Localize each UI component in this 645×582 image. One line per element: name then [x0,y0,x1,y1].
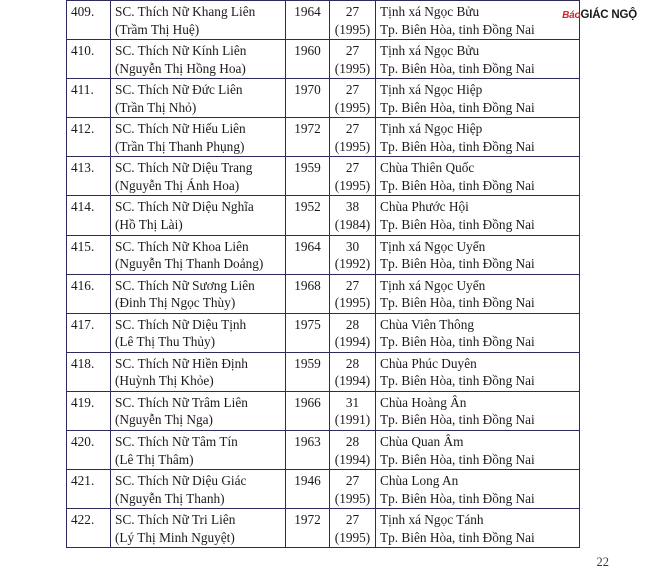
cell-name-dharma: SC. Thích Nữ Diệu Trang [115,160,253,176]
cell-place [376,40,580,79]
watermark-prefix: Báo [562,10,581,21]
cell-age-year: (1995) [334,60,371,76]
cell-name [111,509,286,548]
cell-place [376,352,580,391]
cell-birth-year: 1972 [286,118,330,157]
cell-age-value: 30 [345,238,360,254]
cell-place-address: Tp. Biên Hòa, tinh Đồng Nai [380,412,535,428]
cell-name-secular: (Lê Thị Thâm) [115,451,194,467]
cell-name-secular: (Huỳnh Thị Khỏe) [115,373,214,389]
cell-number: 413. [67,157,111,196]
cell-place-temple: Chùa Long An [380,473,459,489]
table-row [67,509,580,548]
cell-number: 418. [67,352,111,391]
table-row [67,157,580,196]
cell-number: 421. [67,470,111,509]
cell-place-temple: Tịnh xá Ngọc Hiệp [380,82,483,98]
cell-name [111,1,286,40]
cell-place-temple: Chùa Quan Âm [380,434,464,450]
cell-place-temple: Tịnh xá Ngọc Uyển [380,277,486,293]
cell-age [330,40,376,79]
cell-place [376,470,580,509]
cell-name-secular: (Trần Thị Thanh Phụng) [115,138,245,154]
cell-place-temple: Chùa Phước Hội [380,199,469,215]
cell-name-dharma: SC. Thích Nữ Diệu Tịnh [115,316,247,332]
cell-place [376,509,580,548]
cell-name-secular: (Hồ Thị Lài) [115,217,183,233]
cell-age-year: (1995) [334,21,371,37]
cell-name [111,235,286,274]
cell-place [376,79,580,118]
cell-age [330,509,376,548]
cell-name-secular: (Nguyễn Thị Thanh) [115,490,225,506]
cell-age-value: 27 [345,277,360,293]
cell-age-value: 27 [345,43,360,59]
cell-number: 415. [67,235,111,274]
table-row [67,274,580,313]
cell-age-year: (1995) [334,177,371,193]
cell-age [330,470,376,509]
cell-age [330,235,376,274]
cell-age-value: 27 [345,473,360,489]
cell-birth-year: 1946 [286,470,330,509]
cell-age-year: (1991) [334,412,371,428]
cell-place-address: Tp. Biên Hòa, tinh Đồng Nai [380,256,535,272]
cell-age-value: 27 [345,82,360,98]
cell-birth-year: 1952 [286,196,330,235]
cell-number: 410. [67,40,111,79]
cell-name [111,157,286,196]
cell-number: 420. [67,431,111,470]
cell-place-address: Tp. Biên Hòa, tinh Đồng Nai [380,295,535,311]
cell-place-address: Tp. Biên Hòa, tinh Đồng Nai [380,334,535,350]
cell-name-dharma: SC. Thích Nữ Diệu Giác [115,473,247,489]
cell-number: 422. [67,509,111,548]
cell-age-value: 31 [345,394,360,410]
cell-number: 412. [67,118,111,157]
table-row [67,118,580,157]
cell-place-address: Tp. Biên Hòa, tinh Đồng Nai [380,21,535,37]
cell-age-year: (1995) [334,138,371,154]
cell-age-value: 27 [345,121,360,137]
cell-place-temple: Chùa Phúc Duyên [380,355,477,371]
cell-place-address: Tp. Biên Hòa, tinh Đồng Nai [380,529,535,545]
table-row [67,40,580,79]
cell-name-secular: (Nguyễn Thị Hồng Hoa) [115,60,246,76]
cell-name-dharma: SC. Thích Nữ Đức Liên [115,82,243,98]
cell-name-dharma: SC. Thích Nữ Khang Liên [115,4,256,19]
cell-age-year: (1995) [334,295,371,311]
page-number: 22 [596,555,609,569]
cell-name [111,313,286,352]
cell-name-secular: (Nguyễn Thị Nga) [115,412,213,428]
cell-place [376,1,580,40]
cell-age-value: 28 [345,355,360,371]
cell-place [376,391,580,430]
table-row [67,79,580,118]
cell-birth-year: 1968 [286,274,330,313]
cell-age-value: 27 [345,512,360,528]
cell-age-year: (1994) [334,373,371,389]
cell-place [376,431,580,470]
cell-number: 416. [67,274,111,313]
cell-place-temple: Tịnh xá Ngọc Tánh [380,512,484,528]
cell-name-secular: (Đinh Thị Ngọc Thùy) [115,295,236,311]
cell-age-year: (1994) [334,334,371,350]
cell-age [330,157,376,196]
cell-age-year: (1995) [334,99,371,115]
cell-birth-year: 1963 [286,431,330,470]
cell-number: 411. [67,79,111,118]
cell-age [330,118,376,157]
cell-place [376,235,580,274]
cell-place-address: Tp. Biên Hòa, tinh Đồng Nai [380,177,535,193]
watermark-name: GIÁC NGỘ [580,9,637,21]
cell-age-year: (1994) [334,451,371,467]
cell-place-temple: Chùa Hoàng Ân [380,394,467,410]
cell-name-dharma: SC. Thích Nữ Hiền Định [115,355,248,371]
cell-age [330,313,376,352]
cell-name [111,352,286,391]
table-row [67,1,580,40]
cell-place-temple: Chùa Viên Thông [380,316,474,332]
cell-number: 417. [67,313,111,352]
cell-place-temple: Tịnh xá Ngọc Bửu [380,43,480,59]
cell-name-dharma: SC. Thích Nữ Tri Liên [115,512,236,528]
cell-name-dharma: SC. Thích Nữ Tâm Tín [115,434,238,450]
cell-name-dharma: SC. Thích Nữ Hiếu Liên [115,121,246,137]
cell-age-year: (1992) [334,256,371,272]
cell-name-dharma: SC. Thích Nữ Trâm Liên [115,394,248,410]
cell-number: 414. [67,196,111,235]
records-table [66,0,580,548]
cell-place-address: Tp. Biên Hòa, tinh Đồng Nai [380,138,535,154]
cell-age [330,274,376,313]
cell-place-address: Tp. Biên Hòa, tinh Đồng Nai [380,60,535,76]
cell-name-secular: (Trần Thị Nhỏ) [115,99,197,115]
cell-place [376,157,580,196]
cell-name-dharma: SC. Thích Nữ Khoa Liên [115,238,249,254]
cell-name [111,196,286,235]
cell-age [330,196,376,235]
cell-age [330,391,376,430]
cell-name [111,79,286,118]
cell-place [376,118,580,157]
cell-name-secular: (Nguyễn Thị Ánh Hoa) [115,177,240,193]
cell-place-address: Tp. Biên Hòa, tinh Đồng Nai [380,451,535,467]
cell-age-year: (1995) [334,529,371,545]
cell-name-dharma: SC. Thích Nữ Diệu Nghĩa [115,199,254,215]
cell-place-address: Tp. Biên Hòa, tinh Đồng Nai [380,217,535,233]
table-row [67,431,580,470]
cell-name-secular: (Nguyễn Thị Thanh Doảng) [115,256,264,272]
cell-age-value: 27 [345,160,360,176]
cell-place-temple: Tịnh xá Ngọc Bửu [380,4,480,19]
cell-name [111,40,286,79]
table-row [67,352,580,391]
publisher-watermark [562,9,637,21]
cell-birth-year: 1975 [286,313,330,352]
cell-place-address: Tp. Biên Hòa, tinh Đồng Nai [380,99,535,115]
cell-place-temple: Tịnh xá Ngọc Uyển [380,238,486,254]
table-row [67,470,580,509]
cell-name-dharma: SC. Thích Nữ Sương Liên [115,277,255,293]
cell-place [376,313,580,352]
cell-name-secular: (Lý Thị Minh Nguyệt) [115,529,235,545]
cell-age [330,352,376,391]
cell-birth-year: 1960 [286,40,330,79]
cell-birth-year: 1970 [286,79,330,118]
cell-name-secular: (Trầm Thị Huệ) [115,21,200,37]
cell-birth-year: 1972 [286,509,330,548]
cell-number: 419. [67,391,111,430]
cell-age-year: (1995) [334,490,371,506]
records-table-body [67,1,580,548]
table-row [67,313,580,352]
table-row [67,391,580,430]
cell-place-address: Tp. Biên Hòa, tinh Đồng Nai [380,373,535,389]
cell-birth-year: 1964 [286,235,330,274]
cell-age-value: 28 [345,316,360,332]
cell-name [111,470,286,509]
cell-age [330,431,376,470]
cell-name-secular: (Lê Thị Thu Thủy) [115,334,216,350]
cell-age [330,1,376,40]
cell-name [111,431,286,470]
cell-age [330,79,376,118]
cell-age-value: 28 [345,434,360,450]
cell-name [111,118,286,157]
cell-age-year: (1984) [334,217,371,233]
cell-birth-year: 1959 [286,157,330,196]
cell-birth-year: 1959 [286,352,330,391]
cell-age-value: 38 [345,199,360,215]
cell-place-temple: Tịnh xá Ngọc Hiệp [380,121,483,137]
cell-birth-year: 1964 [286,1,330,40]
table-row [67,235,580,274]
cell-place [376,274,580,313]
cell-place [376,196,580,235]
cell-place-address: Tp. Biên Hòa, tinh Đồng Nai [380,490,535,506]
cell-name-dharma: SC. Thích Nữ Kính Liên [115,43,247,59]
cell-name [111,274,286,313]
cell-number: 409. [67,1,111,40]
table-row [67,196,580,235]
cell-name [111,391,286,430]
cell-age-value: 27 [345,4,360,19]
cell-birth-year: 1966 [286,391,330,430]
cell-place-temple: Chùa Thiên Quốc [380,160,475,176]
